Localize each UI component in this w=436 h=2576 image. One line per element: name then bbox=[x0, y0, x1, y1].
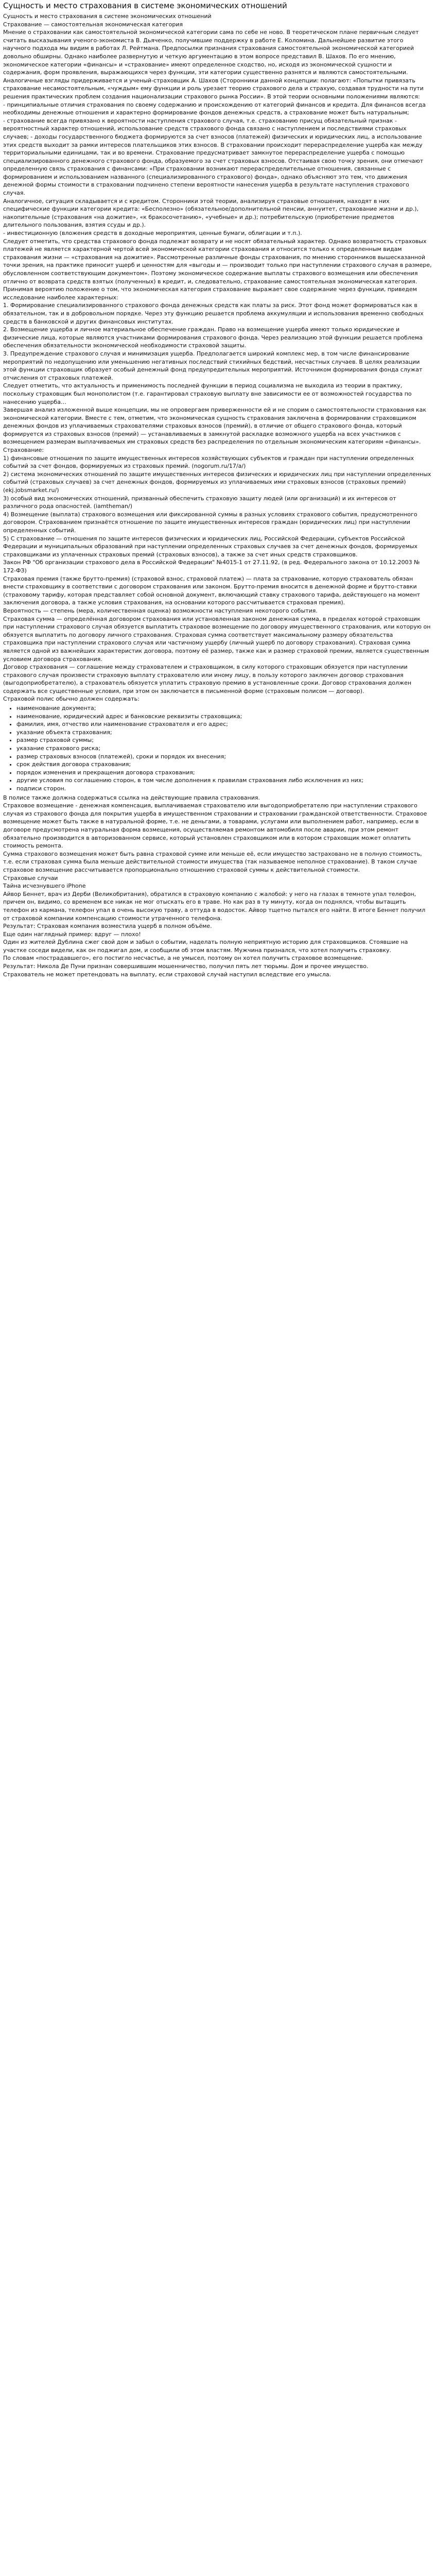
intro-paragraph: 2) система экономических отношений по защите имущественных интересов физических и юридических лиц при наступлении определенных событий (страховых случаев) за счет денежных фондов, формируемых из уплачиваемых ими страховых взносов (страховых премий) (ekj.jobsmarket.ru/) bbox=[3, 470, 431, 494]
body-paragraph: В полисе также должна содержаться ссылка на действующие правила страхования. bbox=[3, 794, 260, 801]
intro-paragraph: Страхование — самостоятельная экономическая категория bbox=[3, 21, 183, 28]
list-item: • наименование, юридический адрес и банковские реквизиты страховщика; bbox=[16, 713, 432, 721]
list-item: • порядок изменения и прекращения договора страхования; bbox=[16, 769, 432, 777]
body-paragraph: Сумма страхового возмещения может быть равна страховой сумме или меньше её, если имущество застраховано не в полную стоимость, т.е. если страховая сумма была меньше действительной стоимости имущества (так называемое неполное страхование). В таком случае страховое возмещение рассчитывается пропорционально отношению страховой суммы к действительной стоимости. bbox=[3, 850, 422, 873]
intro-paragraph: Следует отметить, что средства страхового фонда подлежат возврату и не носят обязательный характер. Однако возвратность страховых платежей не является характерной чертой всей экономической категории страхования и относится только к определенным видам страхования жизни — «страхования на дожитие». Рассмотренные различные фонды страхования, по мнению сторонников вышесказанной точки зрения, на практике приносит ущерб и ценностям для «выгоды и — производит только при наступлении страхового случая в размере, обусловленном соответствующим документом». Поэтому экономическое содержание выплаты страхового возмещения или обеспечения отлично от возврата средств взятых (полученных) в кредит, и, следовательно, страхование самостоятельная экономическая категория. bbox=[3, 238, 432, 285]
intro-paragraph: Страховая премия (также брутто-премия) (страховой взнос, страховой платеж) — плата за страхование, которую страхователь обязан внести страховщику в соответствии с договором страхования или законом. Брутто-премия вносится в денежной форме и брутто-ставки (страховому тарифу, которая представляет собой основной документ, включающий ставку страхового тарифа, действующего на момент заключения договора, а также условия страхования, на основании которого рассчитывается страховая премия). bbox=[3, 575, 421, 606]
list-item: • фамилия, имя, отчество или наименование страхователя и его адрес; bbox=[16, 720, 432, 728]
intro-paragraph: Мнение о страховании как самостоятельной экономической категории сама по себе не ново. В теоретическом плане первичным следует считать высказывания ученого-экономиста В. Дьяченко, получившие поддержку в работе Е. Коломина. Дальнейшее развитие этого научного подхода мы видим в работах Л. Рейтмана. Предпосылки признания страхования самостоятельной экономической категорией довольно обширны. Однако наиболее развернутую и четкую аргументацию в этом вопросе представил В. Шахов. По его мнению, экономическое категории «финансы» и «страхование» имеют определенное сходство, но, исходя из экономической сущности и содержания, форм проявления, выражающихся через функции, эти категории существенно разнятся и являются самостоятельными. Аналогичные взгляды придерживается и ученый-страховщик А. Шахов (Сторонники данной концепции: полагают: «Попытки привязать страхование несамостоятельным, «чуждым» ему функции и роль урезает теорию страхового дела и страхую, создавая трудности на пути решения практических проблем создания национализации страхового рынка России». В этой теории основными положениями являются: bbox=[3, 29, 424, 100]
list-item: • подписи сторон. bbox=[16, 785, 432, 793]
intro-paragraph: 3. Предупреждение страхового случая и минимизация ущерба. Предполагается широкий комплекс мер, в том числе финансирование мероприятий по недопущению или уменьшению негативных последствий стихийных бедствий, несчастных случаев. В целях реализации этой функции страховщик образует особый денежный фонд предупредительных мероприятий. Источником формирования фонда служат отчисления от страховых платежей. bbox=[3, 350, 423, 381]
list-item: • наименование документа; bbox=[16, 704, 432, 713]
list-item: • указание страхового риска; bbox=[16, 744, 432, 753]
intro-paragraph: Аналогичное, ситуация складывается и с кредитом. Сторонники этой теории, анализируя страховые отношения, находят в них специфические функции категории кредита: «Бесполезно» (обязательное/дополнительной пенсии, аннуитет, страхование жизни и др.), накопительные (страхования «на дожитие», «к бракосочетанию», «учебные» и др.); потребительскую (приобретение предметов длительного пользования, взятия ссуды и др.). bbox=[3, 197, 419, 229]
case-heading: Еще один наглядный пример: вдруг — плохо! bbox=[3, 930, 141, 938]
document-title: Сущность и место страхования в системе экономических отношений bbox=[3, 1, 287, 10]
list-item: • размер страховой суммы; bbox=[16, 736, 432, 744]
intro-paragraph: Страховой полис обычно должен содержать: bbox=[3, 696, 139, 703]
intro-paragraph: Договор страхования — соглашение между страхователем и страховщиком, в силу которого страховщик обязуется при наступлении страхового случая произвести страховую выплату страхователю или иному лицу, в пользу которого заключен договор страхования (выгодоприобретателю), а страхователь обязуется уплатить страховую премию в установленные сроки. Договор страхования должен содержать все существенные условия, при этом он заключается в письменной форме (страховым полисом — договор). bbox=[3, 664, 412, 694]
intro-paragraph: Закон РФ "Об организации страхового дела в Российской Федерации" №4015-1 от 27.11.92, (в ред. Федерального закона от 10.12.2003 № 172-ФЗ) bbox=[3, 559, 420, 574]
list-item: • размер страховых взносов (платежей), сроки и порядок их внесения; bbox=[16, 753, 432, 761]
section-heading: Страховые случаи bbox=[3, 874, 58, 882]
intro-paragraph: 4) Возмещение (выплата) страхового возмещения или фиксированной суммы в разных условиях страхового события, предусмотренного договором. Страхованием признаётся отношение по защите имущественных интересов граждан (юридических лиц) при наступлении определенных событий. bbox=[3, 511, 417, 534]
intro-paragraph: 1) финансовые отношения по защите имущественных интересов хозяйствующих субъектов и граждан при наступлении определенных событий за счет фондов, формируемых из страховых премий. (nogorum.ru/17/a/) bbox=[3, 454, 414, 470]
intro-paragraph: - инвестиционную (вложения средств в доходные мероприятия, ценные бумаги, облигации и т.п.). bbox=[3, 230, 302, 237]
case-paragraph: Один из жителей Дублина сжег свой дом и забыл о событии, наделать полную неприятную историю для страховщиков. Стоявшие на участке соседи видели, как он поджигал дом, и сообщили об этом властям. Мужчина признался, что хотел получить страховку. bbox=[3, 939, 408, 954]
intro-paragraph: Вероятность — степень (мера, количественная оценка) возможности наступления некоторого события. bbox=[3, 607, 318, 614]
case-paragraph: Айвор Беннет, врач из Дерби (Великобритания), обратился в страховую компанию с жалобой: у него на глазах в темноте упал телефон, причем он, видимо, со временем все никак не мог отыскать его в траве. Но как раз в ту минуту, когда он поднялся, чтобы вытащить телефон из кармана, телефон упал в очень высокую траву, а оттуда в водосток. Айвор тщетно пытался его найти. В итоге Беннет получил от страховой компании компенсацию стоимости утраченного телефона. bbox=[3, 890, 426, 922]
case-result: Результат: Страховая компания возместила ущерб в полном объёме. bbox=[3, 923, 212, 930]
intro-paragraph: Следует отметить, что актуальность и применимость последней функции в период социализма не выходила из теории в практику, поскольку страховщик был монополистом (т.е. гарантировал страховую выплату вне зависимости ее от возможностей государства по нанесению ущерба… bbox=[3, 382, 412, 405]
list-item: • указание объекта страхования; bbox=[16, 728, 432, 737]
body-paragraph: Страховое возмещение - денежная компенсация, выплачиваемая страхователю или выгодоприобретателю при наступлении страхового случая из страхового фонда для покрытия ущерба в имущественном страховании и страховании гражданской ответственности. Страховое возмещение может быть также в натуральной форме, т.е. не деньгами, а товарами, услугами или выполнением работ, например, если в договоре предусмотрена натуральная форма возмещения, осуществляемая ремонтом автомобиля после аварии, при этом ремонт обязательно производится в авторизованном сервисе, который установлен страховщиком или в котором страховщик может оплатить стоимость ремонта. bbox=[3, 802, 427, 850]
document-page bbox=[0, 0, 436, 982]
list-item: • срок действия договора страхования; bbox=[16, 760, 432, 769]
intro-paragraph: 2. Возмещение ущерба и личное материальное обеспечение граждан. Право на возмещение ущерба имеют только юридические и физические лица, которые являются участниками формирования страхового фонда. Через реализацию этой функции решается проблема обеспечения обязательности экономической необходимости страховой защиты. bbox=[3, 326, 423, 349]
intro-paragraph: Страхование: bbox=[3, 447, 44, 454]
intro-paragraph: 5) С страхование — отношения по защите интересов физических и юридических лиц, Российской Федерации, субъектов Российской Федерации и муниципальных образований при наступлении определенных страховых случаев за счет денежных фондов, формируемых страховщиками из уплаченных страховых премий (страховых взносов), а также за счет иных средств страховщиков. bbox=[3, 535, 418, 558]
intro-paragraph: Страховая сумма — определённая договором страхования или установленная законом денежная сумма, в пределах которой страховщик при наступлении страхового случая обязуется выплатить страховое возмещение по договору имущественного страхования, или которую он обязуется выплатить по договору личного страхования. Страховая сумма соответствует максимальному размеру обязательства страховщика при наступлении страхового случая или частичному ущербу (личный ущерб по договору страхования). Страховая сумма является одной из важнейших характеристик договора, поэтому её размер, также как и размер страховой премии, является существенным условием договора страхования. bbox=[3, 615, 431, 663]
body-block bbox=[3, 794, 432, 883]
case-block bbox=[3, 882, 432, 978]
intro-block bbox=[3, 12, 432, 703]
policy-contents-list bbox=[3, 704, 432, 793]
intro-paragraph: Сущность и место страхования в системе экономических отношений bbox=[3, 13, 212, 20]
case-paragraph: По словам «пострадавшего», его постигло несчастье, а не умысел, поэтому он хотел получить страховое возмещение. bbox=[3, 955, 363, 962]
intro-paragraph: - принципиальные отличия страхования по своему содержанию и происхождению от категорий финансов и кредита. Для финансов всегда необходимы денежные отношения и характерно формирование фондов денежных средств, а страхование может быть натуральным; bbox=[3, 101, 426, 116]
intro-paragraph: Завершая анализ изложенной выше концепции, мы не опровергаем приверженности ей и не спорим о самостоятельности страхования как экономической категории. Вместе с тем, отметим, что экономическая сущность страхования заключена в формировании страховщиком денежных фондов из уплачиваемых страхователями страховых взносов (премий), в отличие от общего страхового фонда, который формируется из страховых взносов (премий) — устанавливаемых в замкнутой раскладке возможного ущерба на всех участников с возмещением размерам выплачиваемых им страховых средств без распределения по отдельным экономическим категориям «финансы». bbox=[3, 406, 427, 446]
intro-paragraph: 3) особый вид экономических отношений, призванный обеспечить страховую защиту людей (или организаций) и их интересов от различного рода опасностей. (iamtheman/) bbox=[3, 495, 396, 510]
case-paragraph: Страхователь не может претендовать на выплату, если страховой случай наступил вследствие его умысла. bbox=[3, 971, 332, 978]
intro-paragraph: - страхование всегда привязано к вероятности наступления страхового случая, т.е. страхованию присущ обязательный признак - вероятностный характер отношений, использование средств страхового фонда связано с наступлением и последствиями страховых случаев; - доходы государственного бюджета формируются за счет взносов (платежей) физических и юридических лиц, а использование этих средств выходит за рамки интересов плательщиков этих взносов. В страховании происходит перераспределение ущерба как между территориальными единицами, так и во времени. Страхование предусматривает замкнутое перераспределение ущерба с помощью специализированного денежного страхового фонда, образуемого за счет страховых взносов. Отстаивая свою точку зрения, они отмечают определенную связь страхования с финансами: «При страховании возникают перераспределительные отношения, связанные с формированием и использованием названного (специализированного страхового) фонда», однако объясняют это тем, что движения денежной формы стоимости в страховании подчинено степени вероятности нанесения ущерба в результате наступления страхового случая. bbox=[3, 117, 424, 197]
intro-paragraph: Принимая вероятию положение о том, что экономическая категория страхование выражает свое содержание через функции, приведем исследование наиболее характерных: bbox=[3, 286, 417, 301]
list-item: • другие условия по соглашению сторон, в том числе дополнения к правилам страхования либо исключения из них; bbox=[16, 776, 432, 785]
intro-paragraph: 1. Формирование специализированного страхового фонда денежных средств как платы за риск. Этот фонд может формироваться как в обязательном, так и в добровольном порядке. Через эту функцию решается проблема аккумуляции и использования временно свободных средств в банковской и других финансовых институтах. bbox=[3, 302, 424, 325]
case-heading: Тайна исчезнувшего iPhone bbox=[3, 883, 86, 890]
case-result: Результат: Никола Де Пуни признан совершившим мошенничество, получил пять лет тюрьмы. Дом и прочее имущество. bbox=[3, 963, 369, 970]
